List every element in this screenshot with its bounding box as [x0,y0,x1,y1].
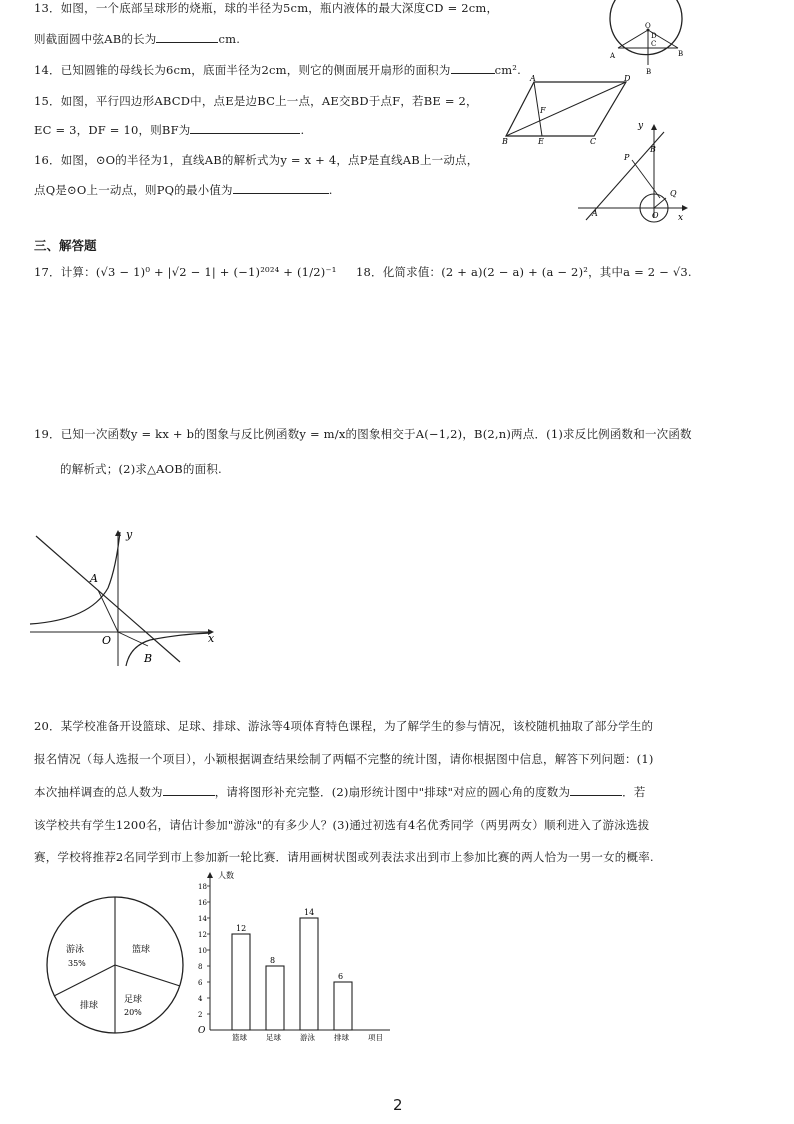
q16-line1: 16．如图，⊙O的半径为1，直线AB的解析式为y = x + 4，点P是直线AB上一动点， [34,153,479,167]
bar-ytick-label: 8 [198,963,203,971]
bar-3 [334,982,352,1030]
q20-line3 [34,784,646,800]
fig16-circle-line-diagram [578,120,688,223]
bar-category-label: 游泳 [300,1033,315,1042]
bar-ytick-label: 14 [198,915,207,923]
bar-ytick-label: 16 [198,899,207,907]
q19-line1: 19．已知一次函数y = kx + b的图象与反比例函数y = m/x的图象相交于A(−1,2)，B(2,n)两点．(1)求反比例函数和一次函数 [34,427,692,441]
q13-line2-post: cm. [218,32,241,46]
fig13-label-B: B [678,50,684,58]
bar-ytick-label: 10 [198,947,207,955]
fig19-label-x: x [208,632,215,645]
bar-value-label: 12 [236,924,247,933]
q13-answer-blank[interactable] [156,32,218,43]
q20-line2: 报名情况（每人选报一个项目），小颖根据调查结果绘制了两幅不完整的统计图，请你根据图中信息，解答下列问题：(1) [34,752,654,766]
fig16-label-O: O [652,211,659,220]
q13-line2 [34,31,240,47]
bar-ytick-label: 2 [198,1011,203,1019]
fig19-label-B: B [144,652,153,665]
fig16-label-B: B [650,145,656,154]
bar-ytick-label: 12 [198,931,207,939]
q15-line1: 15．如图，平行四边形ABCD中，点E是边BC上一点，AE交BD于点F，若BE = 2， [34,94,478,108]
q15-line2-pre: EC = 3，DF = 10，则BF为 [34,123,191,137]
fig16-label-Q: Q [670,189,677,198]
bar-chart [196,868,396,1042]
fig16-label-x: x [678,213,684,223]
fig15-label-E: E [538,137,544,146]
pie-label-volleyball: 排球 [80,1001,99,1011]
fig19-label-A: A [90,572,98,585]
q15-line2 [34,122,304,138]
bar-category-label: 项目 [368,1033,383,1042]
fig16-label-A: A [592,209,598,218]
q20-line3-mid: ，请将图形补充完整．(2)扇形统计图中"排球"对应的圆心角的度数为 [214,785,571,799]
bar-ylabel: 人数 [218,871,234,880]
q16-line2 [34,182,333,198]
q18-text: 18．化简求值：(2 + a)(2 − a) + (a − 2)²，其中a = 2 − √3. [356,265,692,279]
fig13-flask-diagram [596,0,696,80]
pie-label-football: 足球 [124,995,143,1005]
fig13-label-A: A [610,52,616,60]
q14-answer-blank[interactable] [451,63,495,74]
bar-origin-label: O [198,1026,206,1036]
pie-label-basketball: 篮球 [132,945,151,955]
bar-value-label: 8 [270,956,276,965]
pie-chart [40,890,190,1040]
q16-line2-pre: 点Q是⊙O上一动点，则PQ的最小值为 [34,183,233,197]
fig15-label-A: A [530,74,536,83]
fig19-label-y: y [126,528,133,541]
q19-line2: 的解析式；(2)求△AOB的面积. [60,462,222,476]
bar-category-label: 排球 [334,1033,349,1042]
fig15-label-B: B [502,137,508,146]
q15-answer-blank[interactable] [190,123,300,134]
q20-line4: 该学校共有学生1200名，请估计参加"游泳"的有多少人？(3)通过初选有4名优秀同学（两男两女）顺利进入了游泳选拔 [34,818,650,832]
q15-line2-post: . [300,123,305,137]
fig16-label-P: P [624,153,630,162]
q14-pre: 14．已知圆锥的母线长为6cm，底面半径为2cm，则它的侧面展开扇形的面积为 [34,63,451,77]
bar-value-label: 14 [304,908,315,917]
bar-ytick-label: 6 [198,979,203,987]
q20-line5: 赛，学校将推荐2名同学到市上参加新一轮比赛．请用画树状图或列表法求出到市上参加比赛的两人恰为一男一女的概率. [34,850,654,864]
bar-category-label: 足球 [266,1033,281,1042]
pie-label-swim-pct: 35% [68,959,86,968]
fig16-label-y: y [638,121,644,131]
q17-text: 17．计算：(√3 − 1)⁰ + |√2 − 1| + (−1)²⁰²⁴ + (1/2)⁻¹ [34,265,337,279]
q20-total-blank[interactable] [163,785,215,796]
fig13-label-B2: B [646,68,652,76]
bar-1 [266,966,284,1030]
pie-label-swim: 游泳 [66,945,85,955]
fig19-function-graph [30,528,230,668]
bar-value-label: 6 [338,972,344,981]
q16-answer-blank[interactable] [233,183,329,194]
q20-line3-pre: 本次抽样调查的总人数为 [34,785,163,799]
q14-line [34,62,521,78]
q20-line1: 20．某学校准备开设篮球、足球、排球、游泳等4项体育特色课程，为了解学生的参与情况，该校随机抽取了部分学生的 [34,719,654,733]
bar-0 [232,934,250,1030]
bar-ytick-label: 18 [198,883,207,891]
fig19-label-O: O [102,634,112,647]
q20-line3-post: ．若 [622,785,646,799]
bar-category-label: 篮球 [232,1033,247,1042]
q16-line2-post: . [328,183,333,197]
fig13-label-C: C [651,40,657,48]
pie-label-football-pct: 20% [124,1008,142,1017]
q20-angle-blank[interactable] [570,785,622,796]
fig13-label-D: D [651,32,657,40]
fig15-label-D: D [624,74,631,83]
fig15-label-F: F [540,106,546,115]
fig13-label-O: O [645,22,651,30]
fig15-label-C: C [590,137,597,146]
q13-line2-pre: 则截面圆中弦AB的长为 [34,32,157,46]
bar-ytick-label: 4 [198,995,203,1003]
page-number: 2 [393,1096,403,1114]
q14-post: cm². [494,63,521,77]
bar-2 [300,918,318,1030]
section-heading-answers: 三、解答题 [34,238,97,253]
q13-line1: 13．如图，一个底部呈球形的烧瓶，球的半径为5cm，瓶内液体的最大深度CD = 2cm， [34,1,499,15]
